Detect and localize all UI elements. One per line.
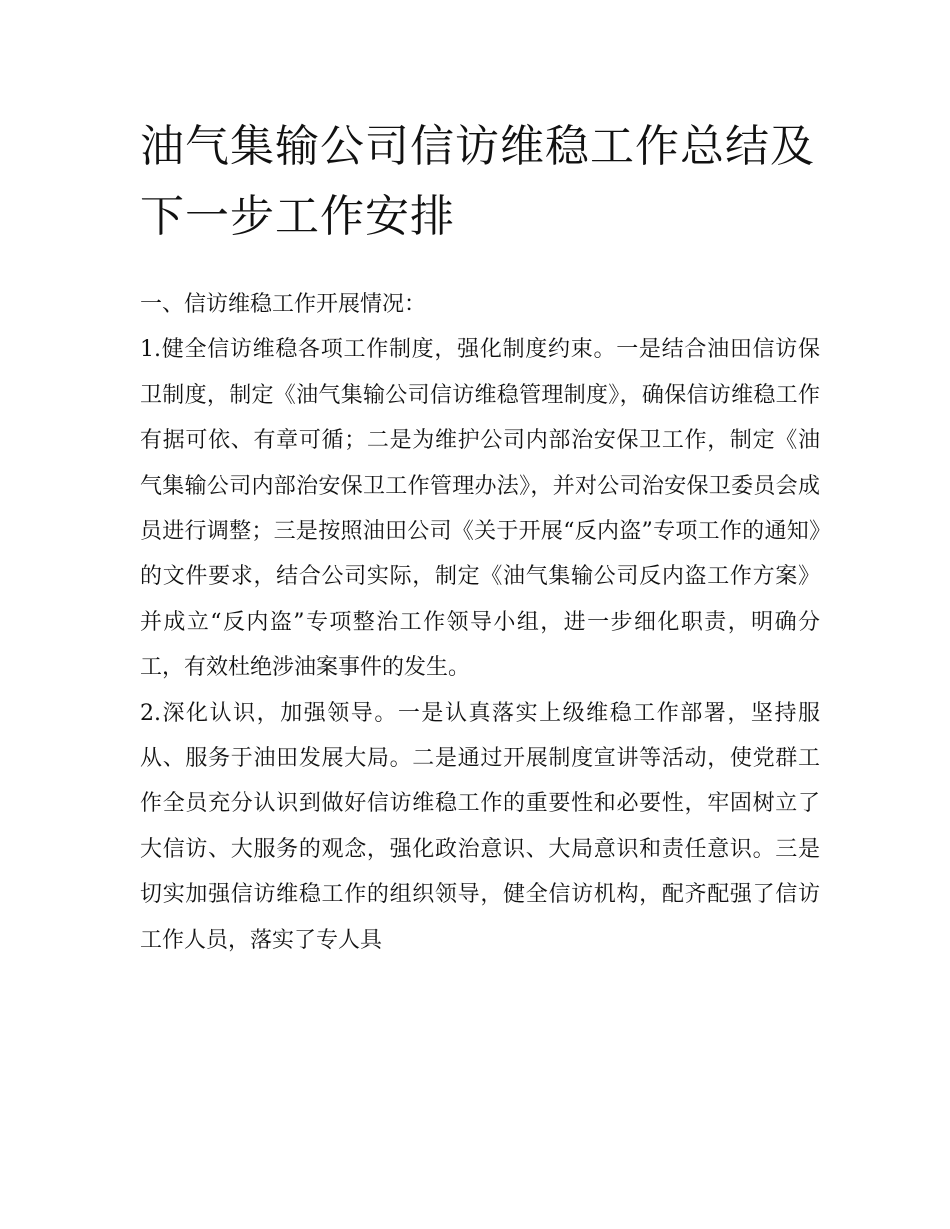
- document-title: 油气集输公司信访维稳工作总结及下一步工作安排: [140, 121, 815, 242]
- paragraph-2: 2.深化认识，加强领导。一是认真落实上级维稳工作部署，坚持服从、服务于油田发展大局。二是通过开展制度宣讲等活动，使党群工作全员充分认识到做好信访维稳工作的重要性和必要性，牢固树立了大信访、大服务的观念，强化政治意识、大局意识和责任意识。三是切实加强信访维稳工作的组织领导，健全信访机构，配齐配强了信访工作人员，落实了专人具: [140, 700, 820, 953]
- section-heading: 一、信访维稳工作开展情况：: [140, 292, 427, 317]
- paragraph-1: 1.健全信访维稳各项工作制度，强化制度约束。一是结合油田信访保卫制度，制定《油气集输公司信访维稳管理制度》，确保信访维稳工作有据可依、有章可循；二是为维护公司内部治安保卫工作，制定《油气集输公司内部治安保卫工作管理办法》，并对公司治安保卫委员会成员进行调整；三是按照油田公司《关于开展“反内盗”专项工作的通知》的文件要求，结合公司实际，制定《油气集输公司反内盗工作方案》并成立“反内盗”专项整治工作领导小组，进一步细化职责，明确分工，有效杜绝涉油案事件的发生。: [140, 337, 820, 681]
- document-body: [140, 282, 820, 963]
